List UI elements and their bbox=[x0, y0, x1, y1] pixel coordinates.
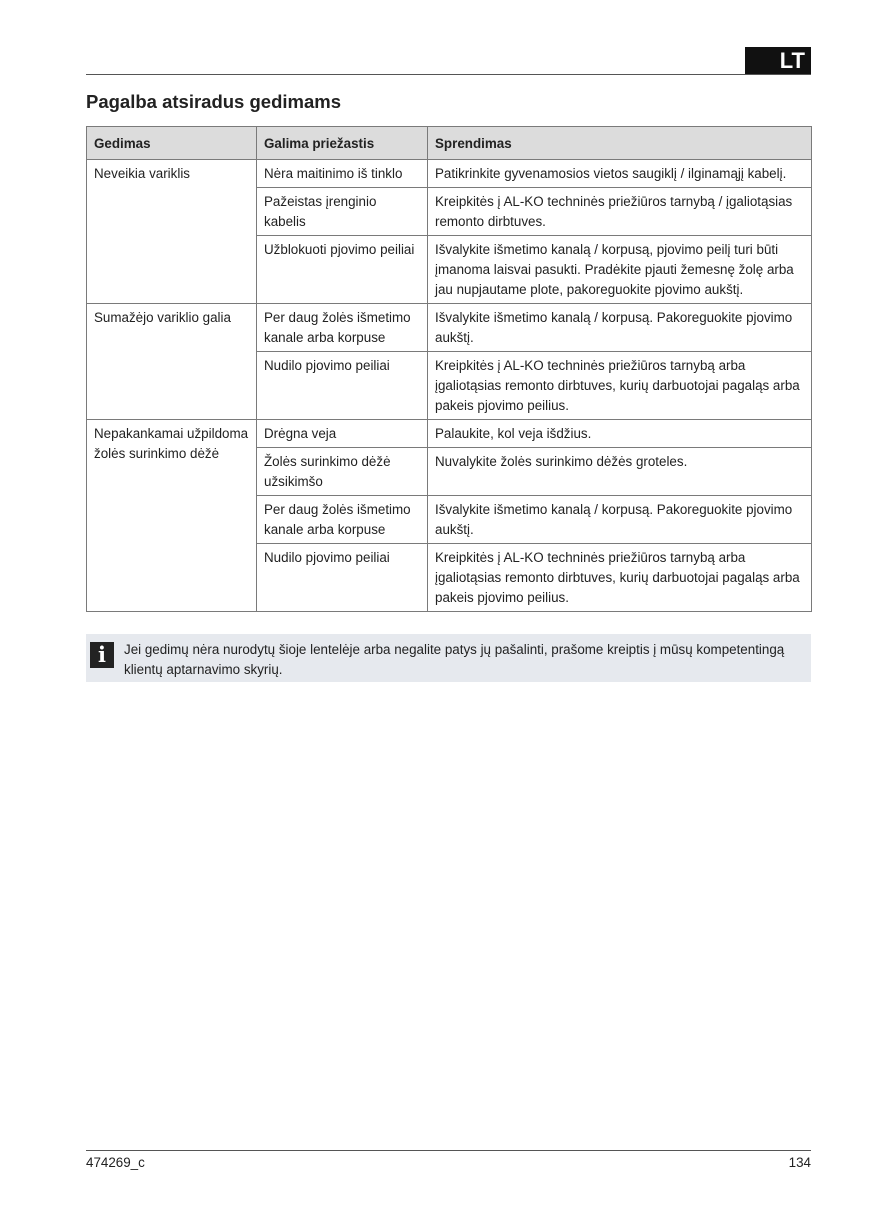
cause-cell: Per daug žolės išmetimo kanale arba korpuse bbox=[257, 496, 428, 544]
page-number: 134 bbox=[788, 1155, 811, 1170]
cause-cell: Per daug žolės išmetimo kanale arba korpuse bbox=[257, 304, 428, 352]
cause-cell: Drėgna veja bbox=[257, 420, 428, 448]
column-header-solution: Sprendimas bbox=[428, 127, 812, 160]
solution-cell: Kreipkitės į AL-KO techninės priežiūros tarnybą arba įgaliotąsias remonto dirbtuves, kurių darbuotojai pagaląs arba pakeis pjovimo peilius. bbox=[428, 544, 812, 612]
cause-cell: Nudilo pjovimo peiliai bbox=[257, 352, 428, 420]
solution-cell: Kreipkitės į AL-KO techninės priežiūros tarnybą / įgaliotąsias remonto dirbtuves. bbox=[428, 188, 812, 236]
document-code: 474269_c bbox=[86, 1155, 145, 1170]
info-icon: i bbox=[90, 642, 114, 668]
table-header-row bbox=[87, 127, 812, 160]
cause-cell: Užblokuoti pjovimo peiliai bbox=[257, 236, 428, 304]
table-row bbox=[87, 304, 812, 352]
solution-cell: Kreipkitės į AL-KO techninės priežiūros tarnybą arba įgaliotąsias remonto dirbtuves, kurių darbuotojai pagaląs arba pakeis pjovimo peilius. bbox=[428, 352, 812, 420]
fault-cell: Neveikia variklis bbox=[87, 160, 257, 304]
cause-cell: Nėra maitinimo iš tinklo bbox=[257, 160, 428, 188]
solution-cell: Išvalykite išmetimo kanalą / korpusą. Pakoreguokite pjovimo aukštį. bbox=[428, 496, 812, 544]
table-row bbox=[87, 420, 812, 448]
table-row bbox=[87, 160, 812, 188]
section-title: Pagalba atsiradus gedimams bbox=[86, 91, 341, 112]
info-note bbox=[86, 634, 811, 682]
info-note-text: Jei gedimų nėra nurodytų šioje lentelėje arba negalite patys jų pašalinti, prašome kreiptis į mūsų kompetentingą klientų aptarnavimo skyrių. bbox=[124, 642, 785, 677]
solution-cell: Nuvalykite žolės surinkimo dėžės groteles. bbox=[428, 448, 812, 496]
fault-cell: Nepakankamai užpildoma žolės surinkimo dėžė bbox=[87, 420, 257, 612]
solution-cell: Išvalykite išmetimo kanalą / korpusą, pjovimo peilį turi būti įmanoma laisvai pasukti. Pradėkite pjauti žemesnę žolę arba jau nupjautame plote, pakoreguokite pjovimo aukštį. bbox=[428, 236, 812, 304]
solution-cell: Patikrinkite gyvenamosios vietos saugiklį / ilginamąjį kabelį. bbox=[428, 160, 812, 188]
column-header-fault: Gedimas bbox=[87, 127, 257, 160]
language-badge: LT bbox=[745, 47, 811, 75]
cause-cell: Žolės surinkimo dėžė užsikimšo bbox=[257, 448, 428, 496]
column-header-cause: Galima priežastis bbox=[257, 127, 428, 160]
cause-cell: Pažeistas įrenginio kabelis bbox=[257, 188, 428, 236]
fault-cell: Sumažėjo variklio galia bbox=[87, 304, 257, 420]
header-divider bbox=[86, 74, 811, 75]
cause-cell: Nudilo pjovimo peiliai bbox=[257, 544, 428, 612]
footer-divider bbox=[86, 1150, 811, 1151]
solution-cell: Palaukite, kol veja išdžius. bbox=[428, 420, 812, 448]
troubleshooting-table bbox=[86, 126, 812, 612]
solution-cell: Išvalykite išmetimo kanalą / korpusą. Pakoreguokite pjovimo aukštį. bbox=[428, 304, 812, 352]
